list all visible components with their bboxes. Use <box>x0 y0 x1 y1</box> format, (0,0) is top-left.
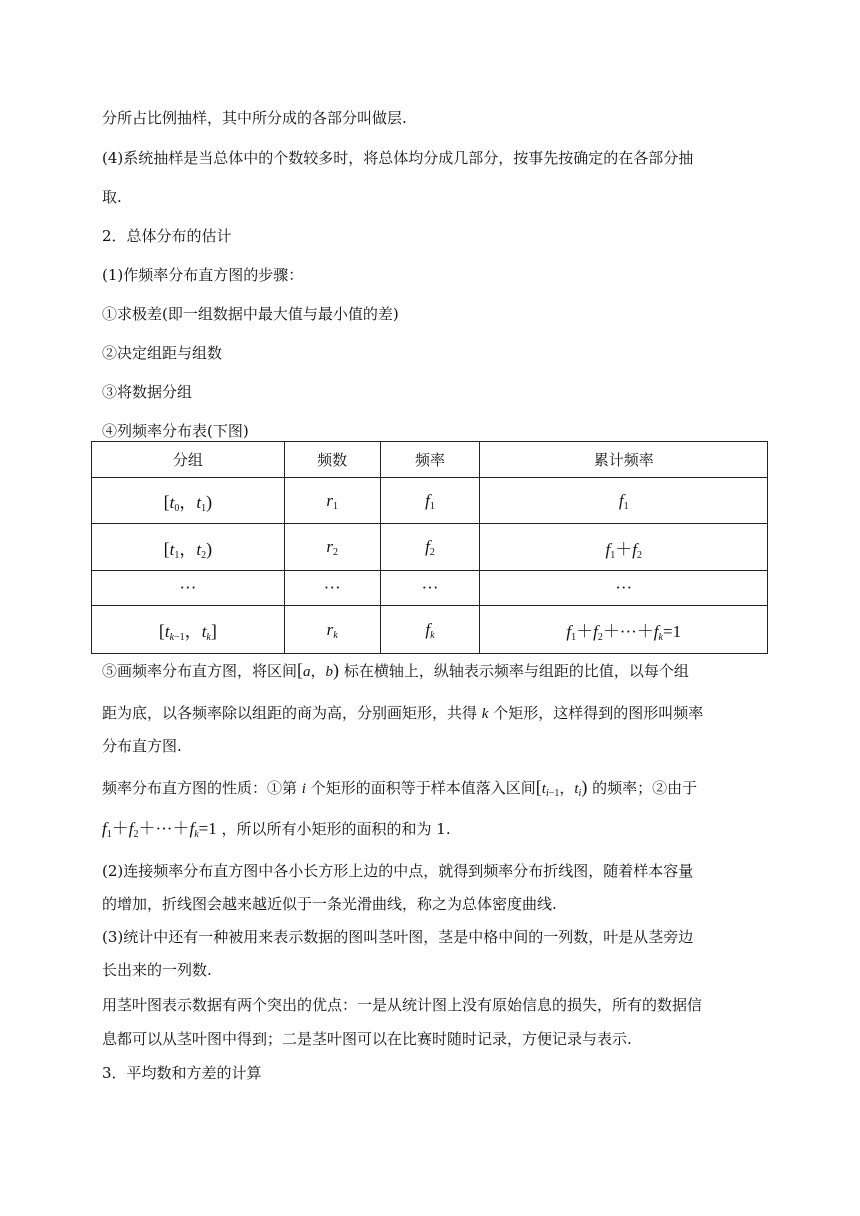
cell-interval: [$t_{k-1}$，$t_k$] <box>92 606 285 654</box>
interval-a-b: [a，b) <box>297 660 340 680</box>
paragraph-systematic-sampling: (4)系统抽样是当总体中的个数较多时，将总体均分成几部分，按事先按确定的在各部分抽 <box>102 149 694 167</box>
paragraph-stem-leaf-advantages: 用茎叶图表示数据有两个突出的优点：一是从统计图上没有原始信息的损失，所有的数据信 <box>102 996 703 1014</box>
step-5-text-b: 标在横轴上，纵轴表示频率与组距的比值，以每个组 <box>343 662 689 680</box>
step-2: ②决定组距与组数 <box>102 344 223 362</box>
var-k: k <box>481 706 489 722</box>
paragraph-polygon: (2)连接频率分布直方图中各小长方形上边的中点，就得到频率分布折线图，随着样本容量 <box>102 862 694 880</box>
section-heading-2: 2．总体分布的估计 <box>102 227 232 245</box>
cell-count: $r_k$ <box>284 606 380 654</box>
property-text-d: ，所以所有小矩形的面积的和为 1. <box>221 820 451 838</box>
cell-ellipsis: ··· <box>92 571 285 606</box>
property-text-a: 频率分布直方图的性质：①第 <box>102 779 298 797</box>
paragraph-stratified-end: 分所占比例抽样，其中所分成的各部分叫做层. <box>102 109 407 127</box>
cell-ellipsis: ··· <box>480 571 768 606</box>
table-header-row <box>92 442 768 478</box>
frequency-table <box>91 441 768 654</box>
paragraph-stem-leaf-end: 长出来的一列数. <box>102 961 212 979</box>
property-text-b: 个矩形的面积等于样本值落入区间 <box>310 779 536 797</box>
header-group: 分组 <box>92 442 285 478</box>
header-frequency-rate: 频率 <box>380 442 480 478</box>
step-5-text-d: 个矩形，这样得到的图形叫频率 <box>493 704 704 722</box>
paragraph-polygon-end: 的增加，折线图会越来越近似于一条光滑曲线，称之为总体密度曲线. <box>102 895 557 913</box>
cell-interval: [$t_1$，$t_2$) <box>92 524 285 571</box>
cell-cumulative: $f_1+f_2+\cdot\cdot\cdot+f_k=1$ <box>480 606 768 654</box>
cell-count: $r_2$ <box>284 524 380 571</box>
header-frequency-count: 频数 <box>284 442 380 478</box>
cell-cumulative: $f_1+f_2$ <box>480 524 768 571</box>
cell-ellipsis: ··· <box>284 571 380 606</box>
table-row <box>92 524 768 571</box>
step-5-text-a: ⑤画频率分布直方图，将区间 <box>102 662 298 680</box>
paragraph-histogram-steps: (1)作频率分布直方图的步骤： <box>102 266 304 284</box>
cell-cumulative: $f_1$ <box>480 478 768 524</box>
interval-t: [$t_{i-1}$，$t_i$) <box>535 777 588 799</box>
table-row <box>92 571 768 606</box>
histogram-property-continued <box>102 819 451 839</box>
var-i: i <box>301 781 306 797</box>
cell-rate: $f_1$ <box>380 478 480 524</box>
histogram-property <box>102 777 697 799</box>
table-row <box>92 606 768 654</box>
step-5-end: 分布直方图. <box>102 737 182 755</box>
paragraph-stem-leaf: (3)统计中还有一种被用来表示数据的图叫茎叶图，茎是中格中间的一列数，叶是从茎旁边 <box>102 928 694 946</box>
property-text-c: 的频率；②由于 <box>592 779 698 797</box>
paragraph-stem-leaf-advantages-end: 息都可以从茎叶图中得到；二是茎叶图可以在比赛时随时记录，方便记录与表示. <box>102 1030 632 1048</box>
sum-formula: $f_1+f_2+\cdot\cdot\cdot+f_k=1$ <box>102 819 217 840</box>
cell-ellipsis: ··· <box>380 571 480 606</box>
step-5 <box>102 660 689 682</box>
cell-rate: $f_k$ <box>380 606 480 654</box>
cell-rate: $f_2$ <box>380 524 480 571</box>
step-1: ①求极差(即一组数据中最大值与最小值的差) <box>102 305 399 323</box>
section-heading-3: 3．平均数和方差的计算 <box>102 1064 262 1082</box>
step-4: ④列频率分布表(下图) <box>102 422 249 440</box>
step-5-continued <box>102 703 703 724</box>
table-row <box>92 478 768 524</box>
cell-count: $r_1$ <box>284 478 380 524</box>
paragraph-systematic-sampling-end: 取. <box>102 188 122 206</box>
cell-interval: [$t_0$，$t_1$) <box>92 478 285 524</box>
step-5-text-c: 距为底，以各频率除以组距的商为高，分别画矩形，共得 <box>102 704 478 722</box>
header-cumulative-frequency: 累计频率 <box>480 442 768 478</box>
step-3: ③将数据分组 <box>102 383 193 401</box>
